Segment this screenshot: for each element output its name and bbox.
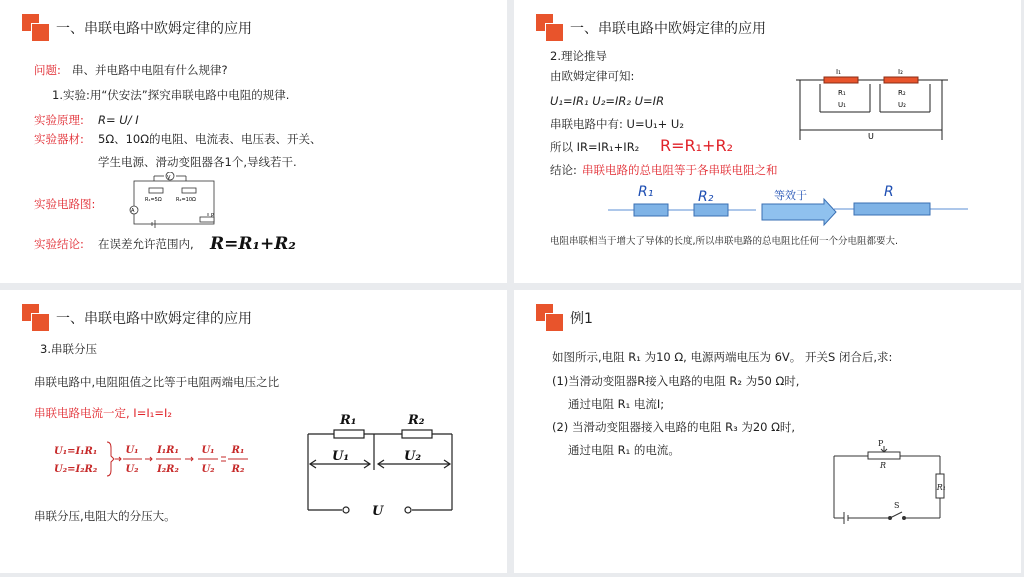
experiment-text: 1.实验:用“伏安法”探究串联电路中电阻的规律. bbox=[52, 88, 290, 102]
equivalent-label: 等效于 bbox=[774, 189, 807, 202]
slide-3[interactable] bbox=[0, 290, 507, 573]
problem-line4: (2) 当滑动变阻器接入电路的电阻 R₃ 为20 Ω时, bbox=[552, 420, 796, 434]
formula-u2: U₂=I₂R₂ bbox=[54, 464, 98, 475]
conclusion-label: 实验结论: bbox=[34, 237, 84, 251]
voltmeter-label: V bbox=[167, 175, 171, 181]
fraction4-denominator: R₂ bbox=[231, 464, 245, 475]
equipment-label: 实验器材: bbox=[34, 132, 84, 146]
conclusion-label: 结论: bbox=[550, 163, 577, 177]
problem-line5: 通过电阻 R₁ 的电流。 bbox=[568, 443, 680, 457]
conclusion-formula: R=R₁+R₂ bbox=[210, 234, 296, 254]
conclusion-text: 串联电路的总电阻等于各串联电阻之和 bbox=[582, 163, 778, 177]
eq-r-label: R bbox=[884, 184, 894, 200]
slide-2[interactable] bbox=[514, 0, 1021, 283]
experiment-circuit-diagram bbox=[124, 172, 224, 232]
question-label: 问题: bbox=[34, 63, 61, 77]
conclusion-text: 在误差允许范围内, bbox=[98, 237, 194, 251]
equipment-line2: 学生电源、滑动变阻器各1个,导线若干. bbox=[98, 155, 297, 169]
circuit-u1-label: U₁ bbox=[838, 101, 846, 109]
slide-title: 一、串联电路中欧姆定律的应用 bbox=[570, 21, 766, 37]
fraction2-denominator: I₂R₂ bbox=[157, 464, 179, 475]
fraction2-numerator: I₁R₁ bbox=[157, 445, 179, 456]
slide-title: 一、串联电路中欧姆定律的应用 bbox=[56, 21, 252, 37]
slide-title: 例1 bbox=[570, 311, 593, 327]
current-statement: 串联电路电流一定, I=I₁=I₂ bbox=[34, 406, 172, 420]
circuit-r-label: R bbox=[880, 461, 887, 470]
circuit-s-label: S bbox=[894, 501, 900, 510]
rheostat-p-label: P bbox=[211, 213, 215, 219]
example-circuit-diagram bbox=[830, 438, 946, 526]
derivation-line3: 串联电路中有: U=U₁+ U₂ bbox=[550, 117, 684, 131]
derivation-result: R=R₁+R₂ bbox=[660, 136, 733, 155]
circuit-u-label: U bbox=[868, 132, 874, 141]
logo-icon bbox=[22, 304, 48, 330]
logo-icon bbox=[536, 304, 562, 330]
divider-circuit-diagram bbox=[300, 408, 460, 518]
footer-statement: 串联分压,电阻大的分压大。 bbox=[34, 509, 176, 523]
fraction3-denominator: U₂ bbox=[201, 464, 215, 475]
circuit-p-label: P bbox=[878, 439, 884, 448]
problem-line2: (1)当滑动变阻器R接入电路的电阻 R₂ 为50 Ω时, bbox=[552, 374, 800, 388]
formula-u1: U₁=I₁R₁ bbox=[54, 446, 98, 457]
ammeter-label: A bbox=[131, 208, 135, 214]
fraction1-numerator: U₁ bbox=[125, 445, 139, 456]
derivation-line4: 所以 IR=IR₁+IR₂ bbox=[550, 140, 640, 154]
circuit-u2-label: U₂ bbox=[404, 449, 422, 464]
principle-label: 实验原理: bbox=[34, 113, 84, 127]
principle-text: R= U/ I bbox=[98, 113, 139, 127]
derivation-line1: 由欧姆定律可知: bbox=[550, 69, 635, 83]
explanation-note: 电阻串联相当于增大了导体的长度,所以串联电路的总电阻比任何一个分电阻都要大. bbox=[550, 236, 899, 247]
eq-r2-label: R₂ bbox=[698, 189, 714, 205]
problem-line3: 通过电阻 R₁ 电流I; bbox=[568, 397, 665, 411]
section-heading: 2.理论推导 bbox=[550, 49, 607, 63]
equivalent-resistance-diagram bbox=[606, 180, 976, 230]
problem-line1: 如图所示,电阻 R₁ 为10 Ω, 电源两端电压为 6V。 开关S 闭合后,求: bbox=[552, 350, 893, 364]
fraction3-numerator: U₁ bbox=[201, 445, 215, 456]
circuit-u-label: U bbox=[372, 504, 384, 518]
circuit-r1-label: R₁ bbox=[340, 413, 357, 428]
circuit-r2-label: R₂ bbox=[408, 413, 425, 428]
series-circuit-diagram bbox=[792, 62, 952, 144]
fraction4-numerator: R₁ bbox=[231, 445, 245, 456]
circuit-r1-label: R₁ bbox=[936, 483, 946, 492]
fraction1-denominator: U₂ bbox=[125, 464, 139, 475]
circuit-i1-label: I₁ bbox=[836, 68, 841, 76]
logo-icon bbox=[22, 14, 48, 40]
derivation-line2: U₁=IR₁ U₂=IR₂ U=IR bbox=[550, 94, 665, 108]
circuit-i2-label: I₂ bbox=[898, 68, 903, 76]
circuit-u1-label: U₁ bbox=[332, 449, 350, 464]
voltage-divider-formula bbox=[52, 438, 252, 482]
circuit-r2-label: R₂ bbox=[898, 89, 906, 97]
slide-4[interactable] bbox=[514, 290, 1021, 573]
eq-r1-label: R₁ bbox=[638, 184, 654, 200]
logo-icon bbox=[536, 14, 562, 40]
slide-title: 一、串联电路中欧姆定律的应用 bbox=[56, 311, 252, 327]
circuit-r1-label: R₁=5Ω bbox=[145, 197, 162, 203]
circuit-u2-label: U₂ bbox=[898, 101, 906, 109]
equipment-line1: 5Ω、10Ω的电阻、电流表、电压表、开关、 bbox=[98, 132, 322, 146]
ratio-statement: 串联电路中,电阻阻值之比等于电阻两端电压之比 bbox=[34, 375, 280, 389]
circuit-r2-label: R₂=10Ω bbox=[176, 197, 196, 203]
circuit-label: 实验电路图: bbox=[34, 197, 96, 211]
section-heading: 3.串联分压 bbox=[40, 342, 97, 356]
circuit-r1-label: R₁ bbox=[838, 89, 846, 97]
question-text: 串、并电路中电阻有什么规律? bbox=[72, 63, 228, 77]
slide-1[interactable] bbox=[0, 0, 507, 283]
